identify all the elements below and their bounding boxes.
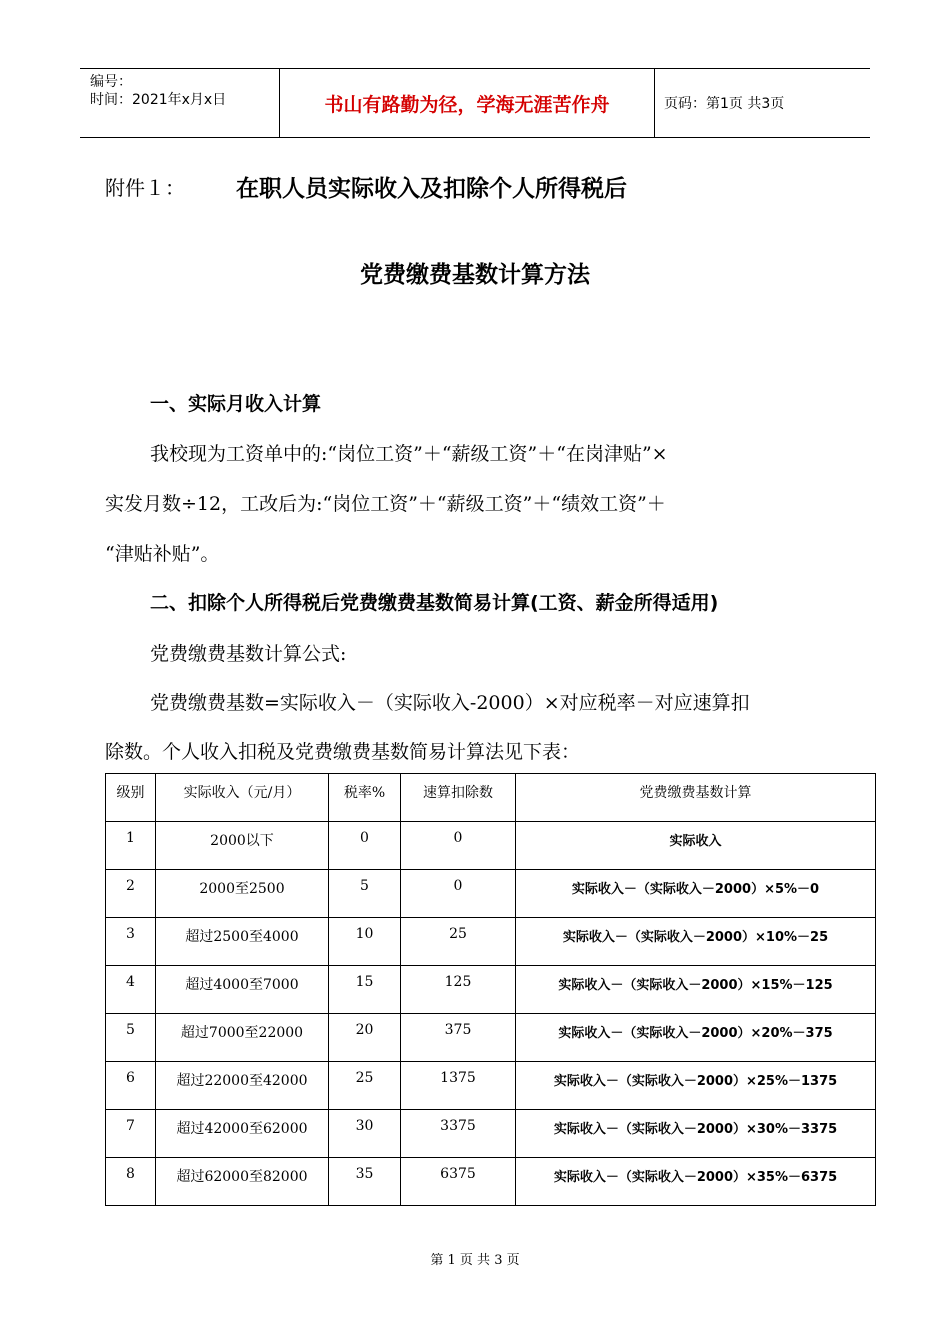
cell-level: 8 (106, 1158, 156, 1206)
table-row (106, 966, 876, 1014)
section1-heading: 一、实际月收入计算 (150, 393, 322, 415)
section2-formula-line1: 党费缴费基数=实际收入－（实际收入-2000）×对应税率－对应速算扣 (150, 692, 750, 714)
col-header-rate: 税率% (329, 774, 401, 822)
cell-calc: 实际收入－（实际收入－2000）×5%－0 (516, 870, 876, 918)
cell-deduction: 6375 (401, 1158, 516, 1206)
cell-calc: 实际收入－（实际收入－2000）×10%－25 (516, 918, 876, 966)
table-header-row (106, 774, 876, 822)
page-header (80, 68, 870, 138)
cell-deduction: 0 (401, 870, 516, 918)
tax-table (105, 773, 876, 1206)
cell-rate: 5 (329, 870, 401, 918)
table-row (106, 918, 876, 966)
cell-level: 3 (106, 918, 156, 966)
cell-calc: 实际收入－（实际收入－2000）×20%－375 (516, 1014, 876, 1062)
section1-paragraph-line3: “津贴补贴”。 (105, 543, 220, 565)
page-footer: 第 1 页 共 3 页 (430, 1253, 520, 1268)
table-row (106, 1110, 876, 1158)
cell-rate: 25 (329, 1062, 401, 1110)
cell-deduction: 125 (401, 966, 516, 1014)
cell-level: 7 (106, 1110, 156, 1158)
cell-income: 超过4000至7000 (156, 966, 329, 1014)
cell-deduction: 0 (401, 822, 516, 870)
cell-level: 5 (106, 1014, 156, 1062)
doc-title-line2: 党费缴费基数计算方法 (360, 262, 590, 288)
time-label: 时间：2021年x月x日 (90, 92, 227, 108)
col-header-income: 实际收入（元/月） (156, 774, 329, 822)
cell-income: 2000以下 (156, 822, 329, 870)
table-row (106, 1158, 876, 1206)
cell-calc: 实际收入－（实际收入－2000）×25%－1375 (516, 1062, 876, 1110)
cell-income: 超过22000至42000 (156, 1062, 329, 1110)
cell-income: 超过62000至82000 (156, 1158, 329, 1206)
header-page-code: 页码：第1页 共3页 (664, 96, 785, 112)
cell-calc: 实际收入 (516, 822, 876, 870)
cell-calc: 实际收入－（实际收入－2000）×15%－125 (516, 966, 876, 1014)
doc-title-line1: 在职人员实际收入及扣除个人所得税后 (236, 176, 627, 202)
cell-deduction: 25 (401, 918, 516, 966)
cell-rate: 0 (329, 822, 401, 870)
cell-income: 超过7000至22000 (156, 1014, 329, 1062)
table-row (106, 870, 876, 918)
header-meta (80, 69, 280, 137)
cell-income: 2000至2500 (156, 870, 329, 918)
cell-level: 1 (106, 822, 156, 870)
cell-deduction: 3375 (401, 1110, 516, 1158)
cell-income: 超过42000至62000 (156, 1110, 329, 1158)
attachment-label: 附件１： (105, 176, 185, 200)
cell-level: 2 (106, 870, 156, 918)
col-header-calc: 党费缴费基数计算 (516, 774, 876, 822)
col-header-level: 级别 (106, 774, 156, 822)
cell-income: 超过2500至4000 (156, 918, 329, 966)
number-label: 编号： (90, 74, 132, 90)
cell-level: 4 (106, 966, 156, 1014)
cell-rate: 30 (329, 1110, 401, 1158)
cell-calc: 实际收入－（实际收入－2000）×35%－6375 (516, 1158, 876, 1206)
cell-rate: 35 (329, 1158, 401, 1206)
cell-deduction: 375 (401, 1014, 516, 1062)
cell-calc: 实际收入－（实际收入－2000）×30%－3375 (516, 1110, 876, 1158)
section2-formula-label: 党费缴费基数计算公式: (150, 643, 347, 665)
cell-rate: 10 (329, 918, 401, 966)
section1-paragraph-line1: 我校现为工资单中的:“岗位工资”＋“薪级工资”＋“在岗津贴”× (150, 443, 668, 465)
col-header-deduction: 速算扣除数 (401, 774, 516, 822)
cell-rate: 15 (329, 966, 401, 1014)
section2-heading: 二、扣除个人所得税后党费缴费基数简易计算(工资、薪金所得适用) (150, 592, 719, 614)
section2-formula-line2: 除数。个人收入扣税及党费缴费基数简易计算法见下表： (105, 741, 581, 763)
cell-deduction: 1375 (401, 1062, 516, 1110)
table-row (106, 1062, 876, 1110)
section1-paragraph-line2: 实发月数÷12，工改后为:“岗位工资”＋“薪级工资”＋“绩效工资”＋ (105, 493, 666, 515)
table-row (106, 822, 876, 870)
cell-level: 6 (106, 1062, 156, 1110)
cell-rate: 20 (329, 1014, 401, 1062)
table-row (106, 1014, 876, 1062)
header-motto: 书山有路勤为径，学海无涯苦作舟 (280, 69, 655, 137)
